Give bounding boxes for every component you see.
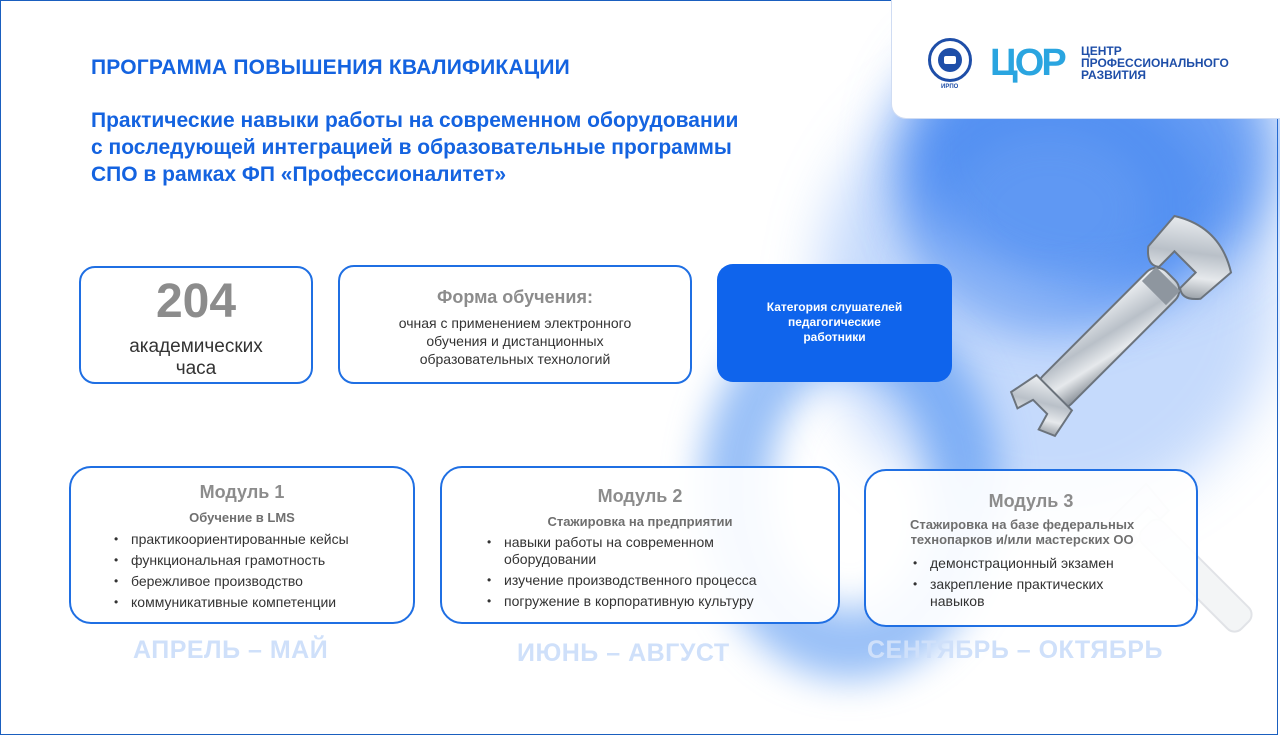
logo-mark: ЦОР [990,42,1064,84]
period-label: АПРЕЛЬ – МАЙ [133,636,329,664]
list-item: • навыки работы на современном оборудовании [484,534,784,568]
list-item: • закрепление практических навыков [910,576,1160,610]
module-items [910,555,1160,614]
list-item: • практикоориентированные кейсы [111,531,349,548]
emblem-caption: ИРПО [941,84,959,90]
hours-unit: академических часа [129,336,263,379]
module-subtitle: Стажировка на предприятии [547,514,733,529]
hours-number: 204 [155,275,237,328]
module-card-3 [864,469,1198,627]
module-title: Модуль 3 [988,491,1074,511]
module-title: Модуль 2 [597,486,683,506]
category-card [717,264,952,382]
logo-name: ЦЕНТР ПРОФЕССИОНАЛЬНОГО РАЗВИТИЯ [1081,44,1229,82]
module-card-1 [69,466,415,624]
list-item: • бережливое производство [111,573,349,590]
list-item: • функциональная грамотность [111,552,349,569]
period-label: СЕНТЯБРЬ – ОКТЯБРЬ [867,636,1163,664]
list-item: • коммуникативные компетенции [111,594,349,611]
category-text: Категория слушателей педагогические работники [766,300,903,344]
module-title: Модуль 1 [199,482,285,502]
period-label: ИЮНЬ – АВГУСТ [517,639,730,667]
emblem-icon [928,38,972,82]
form-title: Форма обучения: [437,287,593,307]
page-subtitle: Практические навыки работы на современном оборудовании с последующей интеграцией в образовательные программы СПО в рамках ФП «Профессионалитет» [91,109,739,186]
page-title: ПРОГРАММА ПОВЫШЕНИЯ КВАЛИФИКАЦИИ [91,56,570,79]
adjustable-wrench-icon [985,195,1255,460]
form-card [338,265,692,384]
module-subtitle: Обучение в LMS [189,510,295,525]
module-subtitle: Стажировка на базе федеральных технопарков и/или мастерских ОО [910,517,1135,547]
list-item: • погружение в корпоративную культуру [484,593,784,610]
list-item: • изучение производственного процесса [484,572,784,589]
hours-card [79,266,313,384]
module-items [484,534,784,614]
module-items [111,531,349,615]
form-description: очная с применением электронного обучения и дистанционных образовательных технологий [398,315,632,367]
module-card-2 [440,466,840,624]
list-item: • демонстрационный экзамен [910,555,1160,572]
